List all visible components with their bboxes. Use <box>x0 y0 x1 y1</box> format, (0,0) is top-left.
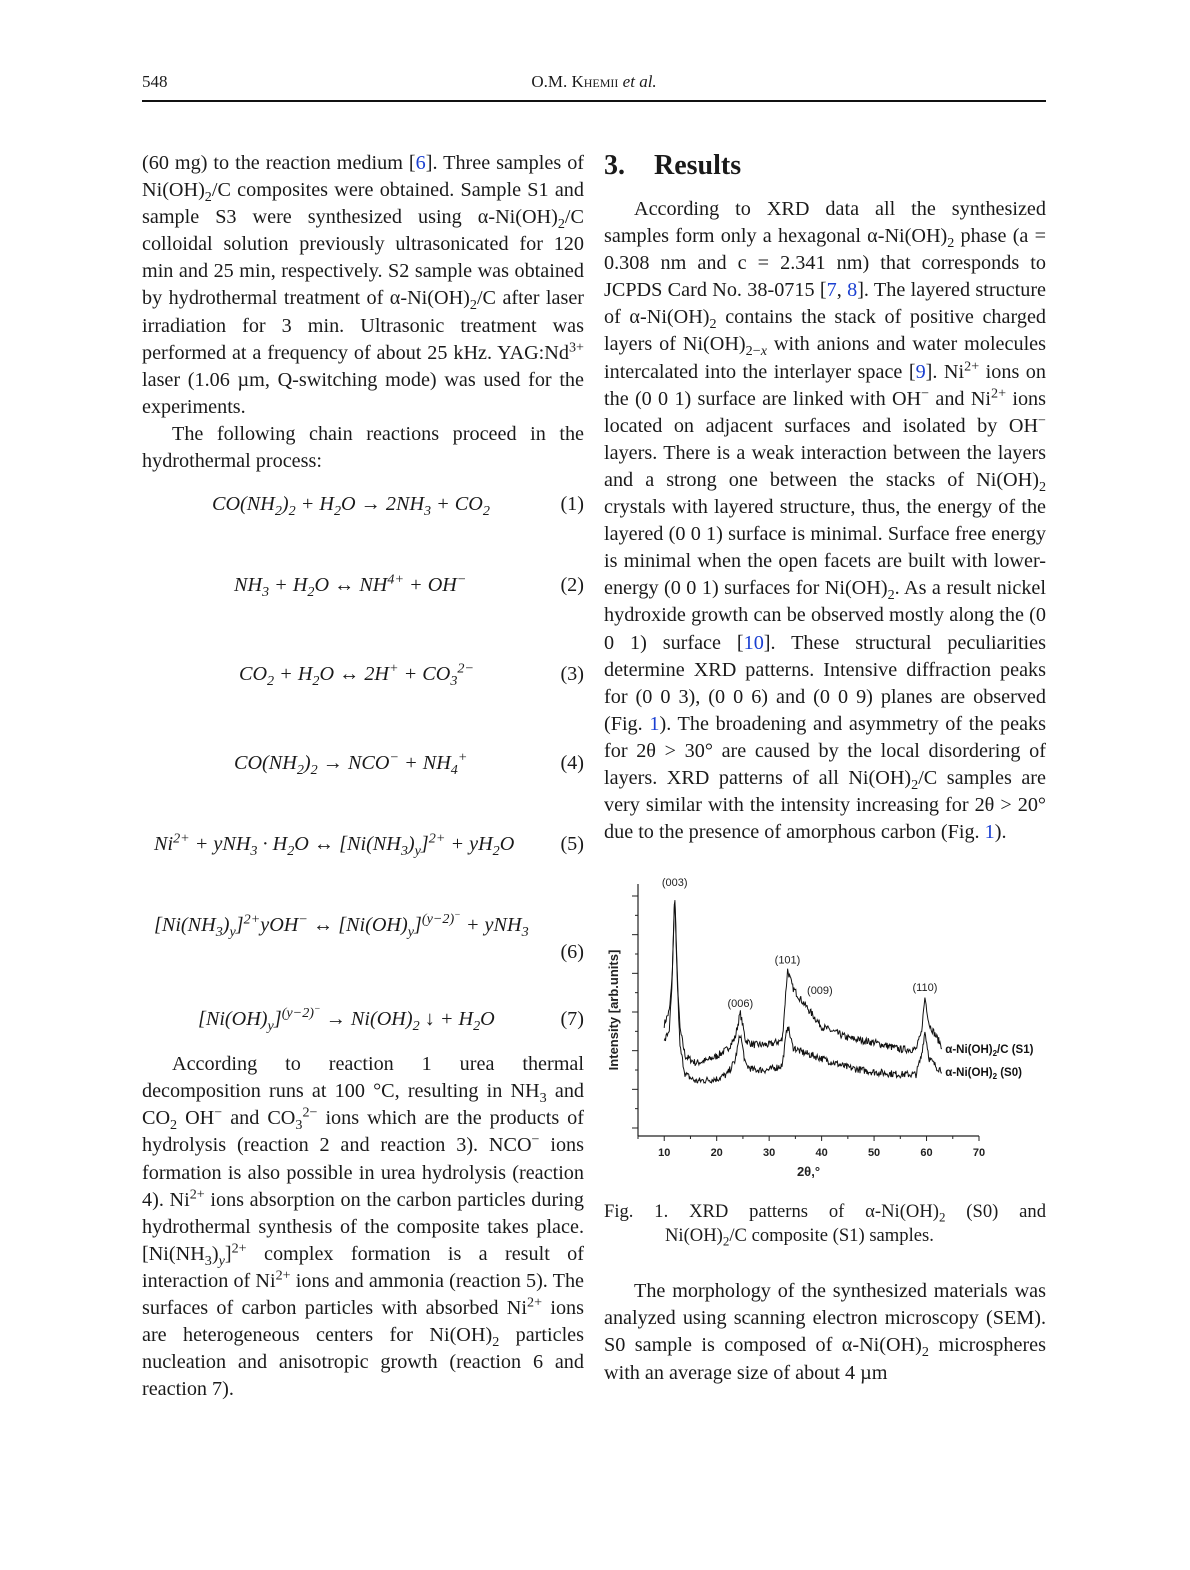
paragraph: According to reaction 1 urea thermal decomposition runs at 100 °C, resulting in $NH_3$ and $CO_2$ OH− and $CO_3^{2-}$ ions which are the products of hydrolysis (reaction 2 and reaction 3). NCO− ions formation is also possible in urea hydrolysis (reaction 4). $Ni^{2+}$ ions absorption on the carbon particles during hydrothermal synthesis of the composite takes place. $[Ni(NH_3)_y]^{2+}$ complex formation is a result of interaction of $Ni^{2+}$ ions and ammonia (reaction 5). The surfaces of carbon particles with absorbed $Ni^{2+}$ ions are heterogeneous centers for $Ni(OH)_2$ particles nucleation and anisotropic growth (reaction 6 and reaction 7). <box>142 1053 585 1401</box>
paragraph: According to XRD data all the synthesized samples form only a hexagonal $\alpha-Ni(OH)_2$ phase (a = 0.308 nm and c = 2.341 nm) that corresponds to JCPDS Card No. 38-0715 [7, 8]. The layered structure of $\alpha-Ni(OH)_2$ contains the stack of positive charged layers of $Ni(OH)_{2-x}$ with anions and water molecules intercalated into the interlayer space [9]. $Ni^{2+}$ ions on the (0 0 1) surface are linked with OH− and $Ni^{2+}$ ions located on adjacent surfaces and isolated by OH− layers. There is a weak interaction between the layers and a strong one between the stacks of $Ni(OH)_2$ crystals with layered structure, thus, the energy of the layered (0 0 1) surface is minimal. Surface free energy is minimal when the open facets are built with lower-energy (0 0 1) surfaces for $Ni(OH)_2$. As a result nickel hydroxide growth can be observed mostly along the (0 0 1) surface [10]. These structural peculiarities determine XRD patterns. Intensive diffraction peaks for (0 0 3), (0 0 6) and (0 0 9) planes are observed (Fig. 1). The broadening and asymmetry of the peaks for 2θ > 30° are caused by the local disordering of layers. XRD patterns of all $Ni(OH)_2/C$ samples are very similar with the intensity increasing for 2θ > 20° due to the presence of amorphous carbon (Fig. 1). <box>604 198 1046 844</box>
citation-link[interactable]: 7 <box>826 279 837 302</box>
xrd-chart <box>604 868 1046 1188</box>
right-column <box>604 150 1046 1387</box>
citation-link[interactable]: 10 <box>743 631 764 654</box>
svg-text:Intensity [arb.units]: Intensity [arb.units] <box>606 949 621 1071</box>
page-number: 548 <box>142 72 168 91</box>
svg-text:60: 60 <box>920 1147 933 1160</box>
svg-text:30: 30 <box>763 1147 776 1160</box>
svg-text:(009): (009) <box>807 985 833 998</box>
section-heading: 3. Results <box>604 150 742 181</box>
svg-text:(006): (006) <box>727 998 754 1011</box>
figure-link[interactable]: 1 <box>649 712 660 735</box>
svg-text:20: 20 <box>710 1147 723 1160</box>
svg-text:(110): (110) <box>912 982 938 995</box>
header-rule <box>142 100 1046 102</box>
svg-text:α-Ni(OH)2/C (S1): $\alpha-Ni(OH)_2/C$ (S1) <box>945 1044 1034 1059</box>
equation-7: $[Ni(OH)_y]^{(y-2)^-} \to Ni(OH)_2$ ↓ + $H_2O$ (7) <box>198 1003 584 1035</box>
citation-link[interactable]: 9 <box>915 360 926 383</box>
svg-text:70: 70 <box>972 1147 986 1160</box>
equation-1: $CO(NH_2)_2 + H_2O \to 2NH_3 + CO_2$ (1) <box>212 493 584 520</box>
equation-6: $[Ni(NH_3)_y]^{2+}yOH^-$ ↔ $[Ni(OH)_y]^{(y-2)^-} + yNH_3$ (6) <box>154 909 584 964</box>
figure-link[interactable]: 1 <box>984 821 995 844</box>
left-column <box>142 150 584 1403</box>
equation-3: $CO_2 + H_2O$ ↔ $2H^+ + CO_3^{2-}$ (3) <box>239 660 584 690</box>
running-title: O.M. Khemii et al. <box>531 72 657 91</box>
running-header <box>142 72 1046 100</box>
paragraph: The following chain reactions proceed in the hydrothermal process: <box>142 422 584 473</box>
svg-text:(101): (101) <box>774 954 801 967</box>
equation-4: $CO(NH_2)_2 \to NCO^- + NH_4^+$ (4) <box>234 749 584 779</box>
svg-text:40: 40 <box>815 1147 828 1160</box>
figure-caption: Fig. 1. XRD patterns of $\alpha-Ni(OH)_2$ (S0) and $Ni(OH)_2/C$ composite (S1) samples. <box>604 1201 1047 1249</box>
equation-2: $NH_3 + H_2O$ ↔ $NH^{4+} + OH^-$ (2) <box>234 571 584 601</box>
paragraph: The morphology of the synthesized materials was analyzed using scanning electron microscopy (SEM). S0 sample is composed of $\alpha-Ni(OH)_2$ microspheres with an average size of about 4 µm <box>604 1280 1046 1384</box>
equation-5: $Ni^{2+} + yNH_3 \cdot H_2O$ ↔ $[Ni(NH_3)_y]^{2+} + yH_2O$ (5) <box>154 830 584 860</box>
xrd-figure <box>604 868 1046 1188</box>
citation-link[interactable]: 6 <box>415 152 426 174</box>
svg-text:10: 10 <box>658 1147 671 1160</box>
paragraph: (60 mg) to the reaction medium [6]. Three samples of $Ni(OH)_2/C$ composites were obtained. Sample S1 and sample S3 were synthesized using $\alpha-Ni(OH)_2/C$ colloidal solution previously ultrasonicated for 120 min and 25 min, respectively. S2 sample was obtained by hydrothermal treatment of $\alpha-Ni(OH)_2/C$ after laser irradiation for 3 min. Ultrasonic treatment was performed at a frequency of about 25 kHz. $YAG:Nd^{3+}$ laser (1.06 µm, Q-switching mode) was used for the experiments. <box>142 152 585 418</box>
svg-text:50: 50 <box>867 1147 881 1160</box>
svg-text:α-Ni(OH)2 (S0): $\alpha-Ni(OH)_2$ (S0) <box>945 1067 1022 1082</box>
citation-link[interactable]: 8 <box>847 279 858 302</box>
svg-text:2θ,°: 2θ,° <box>796 1164 821 1180</box>
svg-text:(003): (003) <box>661 877 688 890</box>
